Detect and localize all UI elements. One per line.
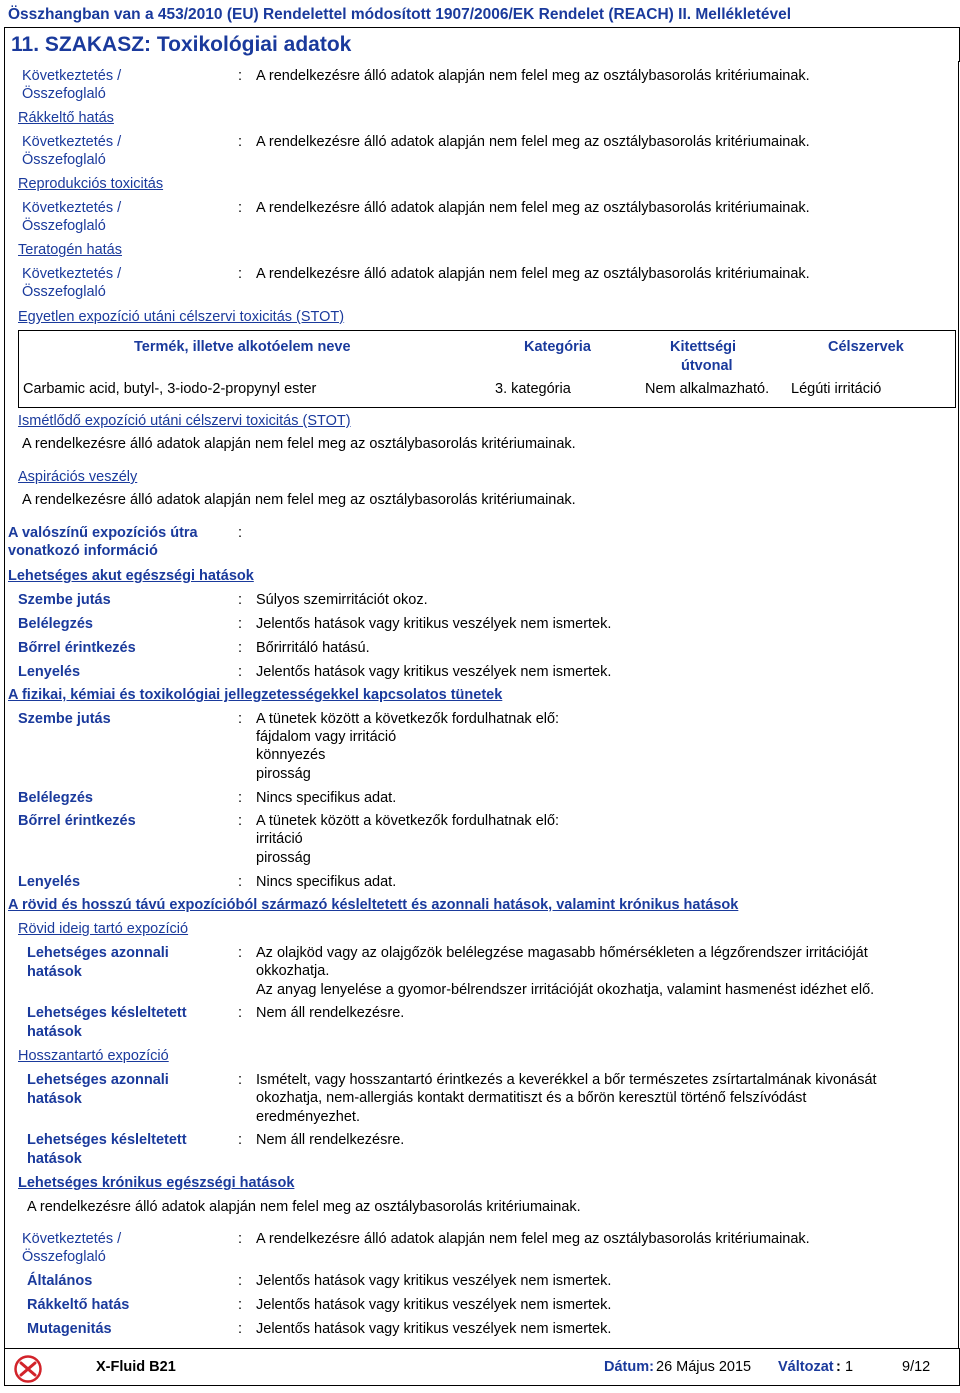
exposure-route-label: vonatkozó információ (8, 543, 158, 559)
conclusion-value: A rendelkezésre álló adatok alapján nem felel meg az osztálybasorolás kritériumainak. (256, 134, 810, 150)
conclusion-label: Következtetés / (22, 1231, 122, 1247)
conclusion-label: Összefoglaló (22, 284, 106, 300)
colon: : (238, 266, 243, 282)
ingestion-symptoms: Nincs specifikus adat. (256, 874, 397, 890)
eye-contact-label: Szembe jutás (18, 592, 111, 608)
colon: : (238, 711, 243, 727)
delayed-effects-label: hatások (27, 1024, 82, 1040)
short-immediate-line: Az olajköd vagy az olajgőzök belélegzése magasabb hőmérsékleten a légzőrendszer irritációját (256, 945, 868, 961)
inhalation-symptoms: Nincs specifikus adat. (256, 790, 397, 806)
colon: : (238, 1072, 243, 1088)
table-cell-target-organs: Légúti irritáció (791, 381, 882, 397)
conclusion-label: Következtetés / (22, 200, 122, 216)
skin-contact-label: Bőrrel érintkezés (18, 813, 136, 829)
page-right-border (958, 61, 959, 1348)
regulation-banner: Összhangban van a 453/2010 (EU) Rendelettel módosított 1907/2006/EK Rendelet (REACH) II. Mellékletével (8, 6, 792, 23)
colon: : (238, 68, 243, 84)
colon: : (238, 1321, 243, 1337)
eye-symptoms-line: könnyezés (256, 747, 326, 763)
colon: : (238, 945, 243, 961)
skin-symptoms-line: A tünetek között a következők fordulhatnak elő: (256, 813, 560, 829)
inhalation-label: Belélegzés (18, 616, 93, 632)
general-value: Jelentős hatások vagy kritikus veszélyek nem ismertek. (256, 1273, 612, 1289)
table-header-category: Kategória (524, 339, 591, 355)
acute-effects-heading: Lehetséges akut egészségi hatások (8, 568, 254, 584)
aspiration-value: A rendelkezésre álló adatok alapján nem felel meg az osztálybasorolás kritériumainak. (22, 492, 576, 508)
colon: : (238, 525, 243, 541)
ingestion-value: Jelentős hatások vagy kritikus veszélyek nem ismertek. (256, 664, 612, 680)
company-logo-icon (14, 1355, 42, 1383)
conclusion-value: A rendelkezésre álló adatok alapján nem felel meg az osztálybasorolás kritériumainak. (256, 266, 810, 282)
table-cell-category: 3. kategória (495, 381, 571, 397)
footer-version-colon: : (836, 1359, 841, 1375)
eye-contact-value: Súlyos szemirritációt okoz. (256, 592, 428, 608)
symptoms-heading: A fizikai, kémiai és toxikológiai jellegzetességekkel kapcsolatos tünetek (8, 687, 503, 703)
delayed-effects-label: Lehetséges késleltetett (27, 1005, 187, 1021)
immediate-effects-label: Lehetséges azonnali (27, 945, 169, 961)
inhalation-label: Belélegzés (18, 790, 93, 806)
footer-date-value: 26 Május 2015 (656, 1359, 752, 1375)
colon: : (238, 200, 243, 216)
chronic-effects-heading: Lehetséges krónikus egészségi hatások (18, 1175, 295, 1191)
short-immediate-line: Az anyag lenyelése a gyomor-bélrendszer irritációját okozhatja, valamint hasmenést idézhet elő. (256, 982, 875, 998)
conclusion-label: Összefoglaló (22, 152, 106, 168)
stot-repeated-value: A rendelkezésre álló adatok alapján nem felel meg az osztálybasorolás kritériumainak. (22, 436, 576, 452)
colon: : (238, 592, 243, 608)
stot-single-heading: Egyetlen expozíció utáni célszervi toxicitás (STOT) (18, 309, 345, 325)
section-title: 11. SZAKASZ: Toxikológiai adatok (11, 33, 352, 56)
footer-product-name: X-Fluid B21 (96, 1359, 176, 1375)
short-term-heading: Rövid ideig tartó expozíció (18, 921, 189, 937)
stot-table (18, 330, 956, 408)
ingestion-label: Lenyelés (18, 664, 81, 680)
inhalation-value: Jelentős hatások vagy kritikus veszélyek nem ismertek. (256, 616, 612, 632)
conclusion-label: Következtetés / (22, 134, 122, 150)
colon: : (238, 790, 243, 806)
colon: : (238, 874, 243, 890)
eye-symptoms-line: fájdalom vagy irritáció (256, 729, 397, 745)
skin-contact-value: Bőrirritáló hatású. (256, 640, 370, 656)
long-immediate-line: eredményezhet. (256, 1109, 360, 1125)
table-header-target-organs: Célszervek (828, 339, 904, 355)
carcinogenicity-heading: Rákkeltő hatás (18, 110, 114, 126)
immediate-effects-label: Lehetséges azonnali (27, 1072, 169, 1088)
colon: : (238, 640, 243, 656)
long-delayed-value: Nem áll rendelkezésre. (256, 1132, 405, 1148)
long-immediate-line: Ismételt, vagy hosszantartó érintkezés a keverékkel a bőr természetes zsírtartalmának kivonását (256, 1072, 877, 1088)
colon: : (238, 1231, 243, 1247)
table-cell-product: Carbamic acid, butyl-, 3-iodo-2-propynyl ester (23, 381, 317, 397)
long-immediate-line: okozhatja, nem-allergiás kontakt dermatitiszt és a bőrön keresztül történő felszívódást (256, 1090, 807, 1106)
colon: : (238, 134, 243, 150)
table-cell-route: Nem alkalmazható. (645, 381, 770, 397)
table-header-product: Termék, illetve alkotóelem neve (134, 339, 351, 355)
eye-symptoms-line: A tünetek között a következők fordulhatnak elő: (256, 711, 560, 727)
long-term-heading: Hosszantartó expozíció (18, 1048, 169, 1064)
stot-repeated-heading: Ismétlődő expozíció utáni célszervi toxicitás (STOT) (18, 413, 351, 429)
colon: : (238, 1297, 243, 1313)
page-left-border (4, 61, 5, 1348)
colon: : (238, 1132, 243, 1148)
footer-version-label: Változat (778, 1359, 834, 1375)
ingestion-label: Lenyelés (18, 874, 81, 890)
aspiration-heading: Aspirációs veszély (18, 469, 138, 485)
immediate-effects-label: hatások (27, 1091, 82, 1107)
mutagenicity-value: Jelentős hatások vagy kritikus veszélyek nem ismertek. (256, 1321, 612, 1337)
conclusion-label: Következtetés / (22, 68, 122, 84)
colon: : (238, 616, 243, 632)
exposure-route-label: A valószínű expozíciós útra (8, 525, 198, 541)
delayed-effects-heading: A rövid és hosszú távú expozícióból származó késleltetett és azonnali hatások, valamint krónikus hatások (8, 897, 739, 913)
reproductive-heading: Reprodukciós toxicitás (18, 176, 164, 192)
delayed-effects-label: hatások (27, 1151, 82, 1167)
skin-contact-label: Bőrrel érintkezés (18, 640, 136, 656)
teratogenic-heading: Teratogén hatás (18, 242, 122, 258)
colon: : (238, 664, 243, 680)
conclusion-label: Összefoglaló (22, 86, 106, 102)
skin-symptoms-line: irritáció (256, 831, 303, 847)
short-immediate-line: okkozhatja. (256, 963, 330, 979)
conclusion-label: Következtetés / (22, 266, 122, 282)
skin-symptoms-line: pirosság (256, 850, 311, 866)
general-label: Általános (27, 1273, 93, 1289)
chronic-effects-value: A rendelkezésre álló adatok alapján nem felel meg az osztálybasorolás kritériumainak. (27, 1199, 581, 1215)
eye-contact-label: Szembe jutás (18, 711, 111, 727)
conclusion-value: A rendelkezésre álló adatok alapján nem felel meg az osztálybasorolás kritériumainak. (256, 68, 810, 84)
footer-version-value: 1 (845, 1359, 854, 1375)
colon: : (238, 1005, 243, 1021)
conclusion-value: A rendelkezésre álló adatok alapján nem felel meg az osztálybasorolás kritériumainak. (256, 200, 810, 216)
table-header-route: Kitettségi (670, 339, 737, 355)
carcinogen-value: Jelentős hatások vagy kritikus veszélyek nem ismertek. (256, 1297, 612, 1313)
colon: : (238, 1273, 243, 1289)
footer-date-label: Dátum: (604, 1359, 654, 1375)
mutagenicity-label: Mutagenitás (27, 1321, 112, 1337)
immediate-effects-label: hatások (27, 964, 82, 980)
conclusion-label: Összefoglaló (22, 218, 106, 234)
table-header-route: útvonal (681, 358, 733, 374)
carcinogen-label: Rákkeltő hatás (27, 1297, 130, 1313)
eye-symptoms-line: pirosság (256, 766, 311, 782)
colon: : (238, 813, 243, 829)
short-delayed-value: Nem áll rendelkezésre. (256, 1005, 405, 1021)
footer-page-number: 9/12 (902, 1359, 931, 1375)
conclusion-value: A rendelkezésre álló adatok alapján nem felel meg az osztálybasorolás kritériumainak. (256, 1231, 810, 1247)
conclusion-label: Összefoglaló (22, 1249, 106, 1265)
delayed-effects-label: Lehetséges késleltetett (27, 1132, 187, 1148)
